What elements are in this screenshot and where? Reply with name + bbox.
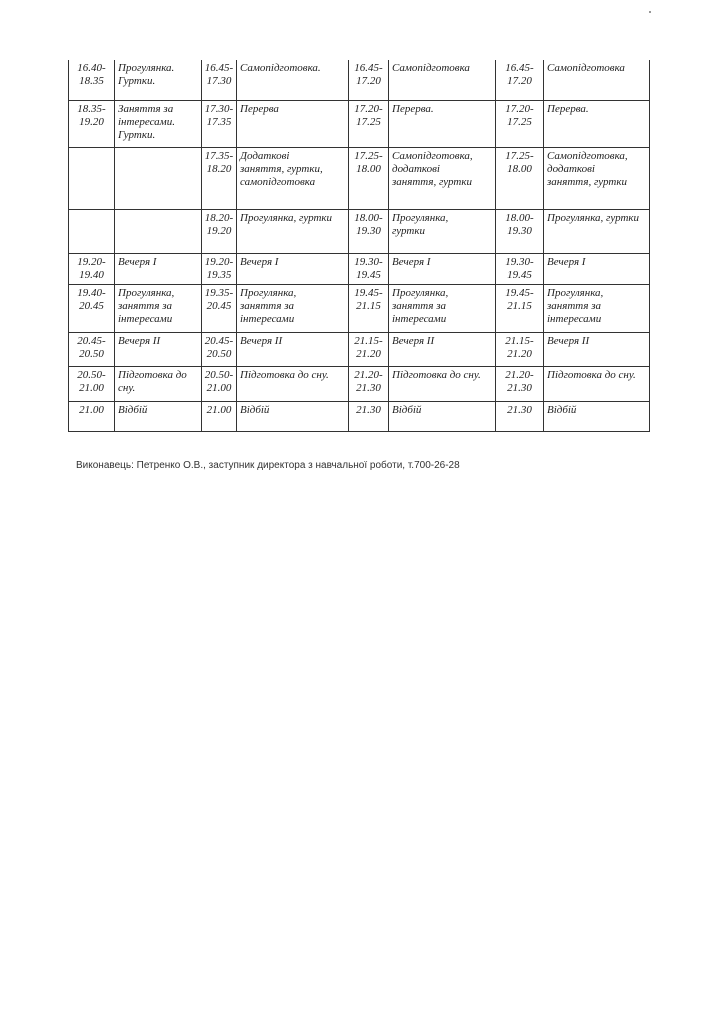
activity-cell: Вечеря ІІ [115, 332, 202, 366]
activity-cell: Відбій [237, 401, 349, 431]
activity-cell: Прогулянка, заняття за інтересами [544, 284, 650, 332]
time-cell: 18.00- 19.30 [349, 209, 389, 253]
schedule-row [69, 366, 650, 401]
schedule-table [68, 60, 650, 432]
activity-cell: Підготовка до сну. [237, 366, 349, 401]
time-cell: 17.20- 17.25 [349, 100, 389, 147]
time-cell: 19.30- 19.45 [496, 253, 544, 284]
time-cell: 17.35- 18.20 [202, 147, 237, 209]
activity-cell: Самопідготовка [544, 60, 650, 100]
time-cell: 20.50- 21.00 [202, 366, 237, 401]
footer-executor: Виконавець: Петренко О.В., заступник директора з навчальної роботи, т.700-26-28 [76, 460, 460, 471]
activity-cell [115, 147, 202, 209]
activity-cell: Вечеря І [237, 253, 349, 284]
activity-cell: Прогулянка, гуртки [544, 209, 650, 253]
time-cell: 20.45- 20.50 [202, 332, 237, 366]
activity-cell: Вечеря ІІ [544, 332, 650, 366]
time-cell: 17.30- 17.35 [202, 100, 237, 147]
scan-speck [649, 11, 651, 13]
schedule-row [69, 147, 650, 209]
time-cell: 20.50- 21.00 [69, 366, 115, 401]
activity-cell: Підготовка до сну. [115, 366, 202, 401]
schedule-row [69, 284, 650, 332]
time-cell: 21.30 [349, 401, 389, 431]
time-cell: 17.25- 18.00 [496, 147, 544, 209]
time-cell: 21.30 [496, 401, 544, 431]
time-cell: 18.35- 19.20 [69, 100, 115, 147]
activity-cell: Прогулянка, гуртки [389, 209, 496, 253]
schedule-body [69, 60, 650, 431]
time-cell: 20.45- 20.50 [69, 332, 115, 366]
activity-cell: Додаткові заняття, гуртки, самопідготовка [237, 147, 349, 209]
time-cell [69, 147, 115, 209]
time-cell: 19.40- 20.45 [69, 284, 115, 332]
activity-cell: Прогулянка, заняття за інтересами [389, 284, 496, 332]
activity-cell: Перерва. [389, 100, 496, 147]
time-cell: 19.20- 19.35 [202, 253, 237, 284]
time-cell: 17.25- 18.00 [349, 147, 389, 209]
activity-cell: Самопідготовка, додаткові заняття, гуртки [544, 147, 650, 209]
activity-cell: Відбій [115, 401, 202, 431]
time-cell: 21.00 [202, 401, 237, 431]
schedule-row [69, 401, 650, 431]
activity-cell: Підготовка до сну. [389, 366, 496, 401]
activity-cell: Відбій [389, 401, 496, 431]
time-cell: 16.45- 17.20 [349, 60, 389, 100]
activity-cell: Вечеря ІІ [237, 332, 349, 366]
activity-cell: Заняття за інтересами. Гуртки. [115, 100, 202, 147]
time-cell: 21.15- 21.20 [349, 332, 389, 366]
activity-cell: Вечеря І [115, 253, 202, 284]
time-cell: 19.30- 19.45 [349, 253, 389, 284]
time-cell: 18.20- 19.20 [202, 209, 237, 253]
time-cell: 16.45- 17.20 [496, 60, 544, 100]
schedule-row [69, 332, 650, 366]
time-cell: 21.20- 21.30 [349, 366, 389, 401]
activity-cell: Вечеря ІІ [389, 332, 496, 366]
schedule-row [69, 100, 650, 147]
activity-cell: Самопідготовка [389, 60, 496, 100]
activity-cell: Вечеря І [389, 253, 496, 284]
time-cell: 19.45- 21.15 [349, 284, 389, 332]
time-cell: 17.20- 17.25 [496, 100, 544, 147]
activity-cell: Перерва [237, 100, 349, 147]
activity-cell: Прогулянка, гуртки [237, 209, 349, 253]
schedule-row [69, 253, 650, 284]
time-cell: 21.15- 21.20 [496, 332, 544, 366]
time-cell: 19.35- 20.45 [202, 284, 237, 332]
activity-cell: Самопідготовка. [237, 60, 349, 100]
activity-cell: Прогулянка. Гуртки. [115, 60, 202, 100]
time-cell: 19.20- 19.40 [69, 253, 115, 284]
time-cell: 21.00 [69, 401, 115, 431]
activity-cell: Прогулянка, заняття за інтересами [237, 284, 349, 332]
time-cell: 21.20- 21.30 [496, 366, 544, 401]
time-cell: 16.45- 17.30 [202, 60, 237, 100]
time-cell [69, 209, 115, 253]
time-cell: 18.00- 19.30 [496, 209, 544, 253]
activity-cell: Перерва. [544, 100, 650, 147]
schedule-row [69, 60, 650, 100]
activity-cell: Підготовка до сну. [544, 366, 650, 401]
activity-cell: Прогулянка, заняття за інтересами [115, 284, 202, 332]
activity-cell: Самопідготовка, додаткові заняття, гуртки [389, 147, 496, 209]
activity-cell: Вечеря І [544, 253, 650, 284]
time-cell: 19.45- 21.15 [496, 284, 544, 332]
activity-cell [115, 209, 202, 253]
time-cell: 16.40- 18.35 [69, 60, 115, 100]
activity-cell: Відбій [544, 401, 650, 431]
schedule-row [69, 209, 650, 253]
